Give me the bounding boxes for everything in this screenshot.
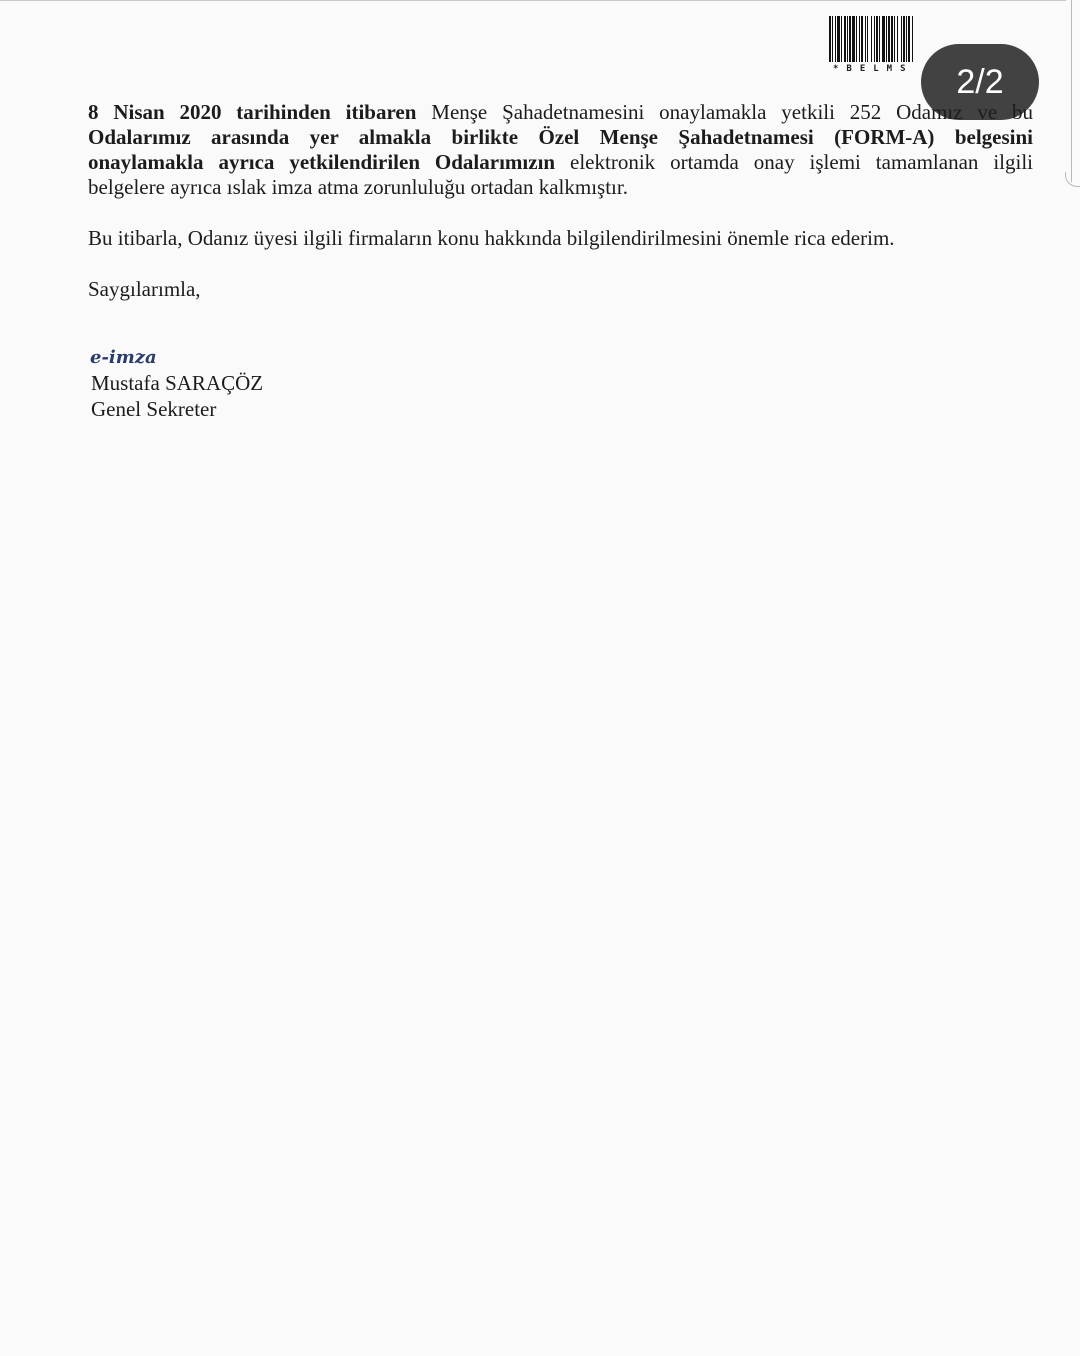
signatory-title: Genel Sekreter bbox=[91, 397, 217, 421]
paragraph-1-line-4: belgelere ayrıca ıslak imza atma zorunluluğu ortadan kalkmıştır. bbox=[88, 175, 628, 199]
body-text: Menşe Şahadetnamesini onaylamakla yetkili 252 Odamız ve bu bbox=[431, 100, 1034, 124]
paragraph-1-line-2 bbox=[88, 125, 1033, 150]
paragraph-1-line-3 bbox=[88, 150, 1033, 175]
bold-text: Özel bbox=[538, 125, 580, 149]
body-text: elektronik ortamda onay işlemi tamamlanan ilgili bbox=[570, 150, 1034, 174]
signatory-name: Mustafa SARAÇÖZ bbox=[91, 371, 264, 395]
bold-text: onaylamakla ayrıca yetkilendirilen Odalarımızın bbox=[88, 150, 556, 174]
bold-text: Odalarımız arasında yer almakla birlikte bbox=[88, 125, 519, 149]
paragraph-2: Bu itibarla, Odanız üyesi ilgili firmaların konu hakkında bilgilendirilmesini önemle rica ederim. bbox=[88, 226, 895, 250]
page-indicator[interactable]: 2/2 bbox=[921, 44, 1039, 120]
page-corner-curl bbox=[1065, 172, 1080, 187]
closing-line: Saygılarımla, bbox=[88, 277, 201, 301]
e-signature-text: e-imza bbox=[90, 347, 157, 368]
bold-text: Menşe Şahadetnamesi (FORM-A) belgesini bbox=[599, 125, 1034, 149]
page-top-edge bbox=[0, 0, 1066, 1]
paragraph-1-line-1 bbox=[88, 100, 1033, 125]
paragraph-1 bbox=[88, 100, 1033, 200]
page-right-edge bbox=[1071, 0, 1072, 182]
barcode-caption: *BELMS bbox=[833, 64, 914, 74]
bold-text: 8 Nisan 2020 tarihinden itibaren bbox=[88, 100, 417, 124]
